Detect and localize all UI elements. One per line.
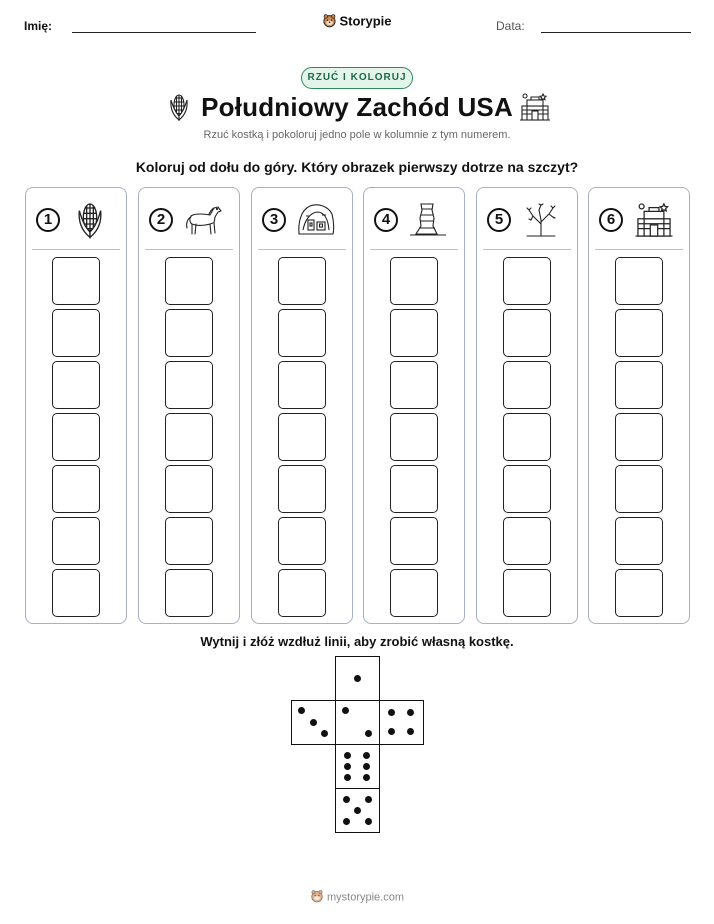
column-divider bbox=[32, 249, 120, 250]
activity-badge: RZUĆ I KOLORUJ bbox=[301, 67, 413, 89]
die-pip bbox=[354, 675, 361, 682]
column-divider bbox=[370, 249, 458, 250]
column-2 bbox=[138, 187, 240, 624]
die-pip bbox=[388, 709, 395, 716]
adobe-building-icon bbox=[518, 92, 552, 127]
color-box[interactable] bbox=[390, 257, 438, 305]
die-pip bbox=[310, 719, 317, 726]
date-label: Data: bbox=[496, 19, 525, 33]
corn-icon bbox=[70, 200, 110, 245]
color-box[interactable] bbox=[52, 257, 100, 305]
column-3 bbox=[251, 187, 353, 624]
color-box[interactable] bbox=[615, 517, 663, 565]
die-face-1 bbox=[335, 656, 380, 701]
die-pip bbox=[298, 707, 305, 714]
die-pip bbox=[407, 709, 414, 716]
die-pip bbox=[365, 730, 372, 737]
die-pip bbox=[343, 818, 350, 825]
die-pip bbox=[363, 763, 370, 770]
storypie-logo-icon bbox=[322, 13, 337, 31]
die-pip bbox=[363, 752, 370, 759]
die-face-2 bbox=[335, 700, 380, 745]
color-box[interactable] bbox=[278, 465, 326, 513]
column-6 bbox=[588, 187, 690, 624]
color-box[interactable] bbox=[390, 465, 438, 513]
die-pip bbox=[344, 774, 351, 781]
die-pip bbox=[365, 818, 372, 825]
color-box[interactable] bbox=[503, 517, 551, 565]
footer bbox=[0, 889, 714, 906]
rock-spire-icon bbox=[408, 200, 448, 245]
color-box[interactable] bbox=[165, 569, 213, 617]
color-box[interactable] bbox=[52, 465, 100, 513]
die-pip bbox=[344, 763, 351, 770]
column-divider bbox=[483, 249, 571, 250]
column-divider bbox=[145, 249, 233, 250]
column-5 bbox=[476, 187, 578, 624]
joshua-tree-icon bbox=[521, 200, 561, 245]
column-number: 5 bbox=[487, 208, 511, 232]
die-face-6 bbox=[335, 744, 380, 789]
name-line[interactable] bbox=[72, 32, 256, 33]
die-pip bbox=[407, 728, 414, 735]
color-box[interactable] bbox=[278, 309, 326, 357]
cliff-dwelling-icon bbox=[296, 200, 336, 245]
color-box[interactable] bbox=[278, 361, 326, 409]
color-box[interactable] bbox=[165, 413, 213, 461]
color-box[interactable] bbox=[278, 413, 326, 461]
color-box[interactable] bbox=[52, 309, 100, 357]
cut-instruction: Wytnij i złóż wzdłuż linii, aby zrobić własną kostkę. bbox=[200, 634, 514, 649]
color-box[interactable] bbox=[615, 309, 663, 357]
die-face-4 bbox=[379, 700, 424, 745]
die-pip bbox=[342, 707, 349, 714]
color-box[interactable] bbox=[278, 517, 326, 565]
footer-url[interactable]: mystorypie.com bbox=[326, 891, 405, 904]
die-pip bbox=[363, 774, 370, 781]
color-box[interactable] bbox=[503, 257, 551, 305]
color-box[interactable] bbox=[52, 361, 100, 409]
column-number: 6 bbox=[599, 208, 623, 232]
column-number: 4 bbox=[374, 208, 398, 232]
color-box[interactable] bbox=[390, 361, 438, 409]
brand-header bbox=[0, 13, 714, 31]
color-box[interactable] bbox=[615, 465, 663, 513]
color-box[interactable] bbox=[615, 361, 663, 409]
die-face-5 bbox=[335, 788, 380, 833]
die-face-3 bbox=[291, 700, 336, 745]
color-box[interactable] bbox=[165, 257, 213, 305]
color-box[interactable] bbox=[503, 309, 551, 357]
horse-icon bbox=[183, 200, 225, 245]
color-box[interactable] bbox=[165, 309, 213, 357]
color-box[interactable] bbox=[503, 569, 551, 617]
date-line[interactable] bbox=[541, 32, 691, 33]
page-title: Południowy Zachód USA bbox=[201, 92, 513, 122]
column-number: 3 bbox=[262, 208, 286, 232]
column-divider bbox=[258, 249, 346, 250]
color-box[interactable] bbox=[165, 517, 213, 565]
name-label: Imię: bbox=[24, 19, 53, 33]
color-box[interactable] bbox=[503, 465, 551, 513]
die-pip bbox=[344, 752, 351, 759]
color-box[interactable] bbox=[278, 569, 326, 617]
adobe-building-icon bbox=[633, 200, 675, 245]
die-pip bbox=[321, 730, 328, 737]
column-1 bbox=[25, 187, 127, 624]
instruction-heading: Koloruj od dołu do góry. Który obrazek pierwszy dotrze na szczyt? bbox=[135, 159, 579, 175]
subtitle: Rzuć kostką i pokoloruj jedno pole w kolumnie z tym numerem. bbox=[203, 129, 511, 141]
column-number: 1 bbox=[36, 208, 60, 232]
color-box[interactable] bbox=[390, 309, 438, 357]
die-pip bbox=[343, 796, 350, 803]
storypie-logo-icon bbox=[310, 889, 324, 906]
color-box[interactable] bbox=[165, 361, 213, 409]
column-number: 2 bbox=[149, 208, 173, 232]
column-4 bbox=[363, 187, 465, 624]
color-box[interactable] bbox=[615, 569, 663, 617]
color-box[interactable] bbox=[503, 361, 551, 409]
color-box[interactable] bbox=[390, 413, 438, 461]
color-box[interactable] bbox=[503, 413, 551, 461]
color-box[interactable] bbox=[52, 569, 100, 617]
die-pip bbox=[388, 728, 395, 735]
color-box[interactable] bbox=[615, 413, 663, 461]
color-box[interactable] bbox=[390, 517, 438, 565]
color-box[interactable] bbox=[52, 413, 100, 461]
die-pip bbox=[354, 807, 361, 814]
color-box[interactable] bbox=[52, 517, 100, 565]
color-box[interactable] bbox=[390, 569, 438, 617]
color-box[interactable] bbox=[278, 257, 326, 305]
color-box[interactable] bbox=[165, 465, 213, 513]
column-divider bbox=[595, 249, 683, 250]
die-pip bbox=[365, 796, 372, 803]
color-box[interactable] bbox=[615, 257, 663, 305]
brand-name: Storypie bbox=[339, 13, 392, 29]
